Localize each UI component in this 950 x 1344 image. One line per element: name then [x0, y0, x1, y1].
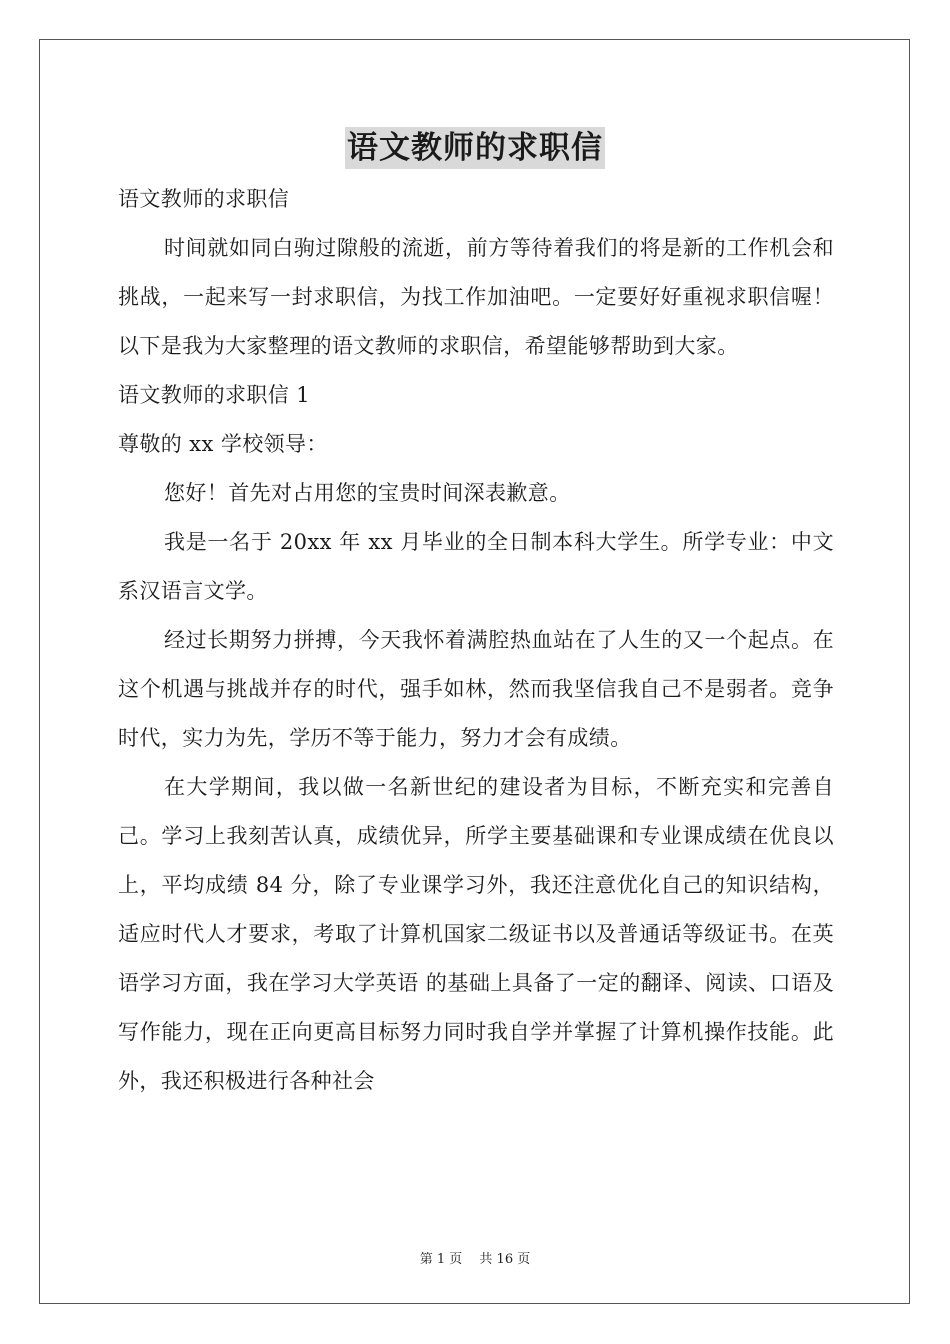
- subtitle-paragraph: 语文教师的求职信: [118, 187, 290, 211]
- self-intro-paragraph: 我是一名于 20xx 年 xx 月毕业的全日制本科大学生。所学专业：中文系汉语言文学。: [118, 530, 834, 603]
- intro-paragraph: 时间就如同白驹过隙般的流逝，前方等待着我们的将是新的工作机会和挑战，一起来写一封求职信，为找工作加油吧。一定要好好重视求职信喔！以下是我为大家整理的语文教师的求职信，希望能够帮助到大家。: [118, 236, 834, 358]
- document-body: [118, 175, 834, 1106]
- greeting-paragraph: 您好！首先对占用您的宝贵时间深表歉意。: [164, 481, 571, 505]
- page-footer: 第 1 页 共 16 页: [419, 1252, 531, 1267]
- salutation: 尊敬的 xx 学校领导：: [118, 432, 328, 456]
- document-title: 语文教师的求职信: [345, 127, 605, 169]
- section-heading: 语文教师的求职信 1: [118, 383, 311, 407]
- university-paragraph: 在大学期间，我以做一名新世纪的建设者为目标，不断充实和完善自己。学习上我刻苦认真，成绩优异，所学主要基础课和专业课成绩在优良以上，平均成绩 84 分，除了专业课学习外，我还注意优化自己的知识结构，适应时代人才要求，考取了计算机国家二级证书以及普通话等级证书。在英语学习方面，我在学习大学英语 的基础上具备了一定的翻译、阅读、口语及写作能力，现在正向更高目标努力同时我自学并掌握了计算机操作技能。此外，我还积极进行各种社会: [118, 775, 834, 1093]
- motivation-paragraph: 经过长期努力拼搏，今天我怀着满腔热血站在了人生的又一个起点。在这个机遇与挑战并存的时代，强手如林，然而我坚信我自己不是弱者。竞争时代，实力为先，学历不等于能力，努力才会有成绩。: [118, 628, 834, 750]
- title-wrapper: [0, 127, 950, 169]
